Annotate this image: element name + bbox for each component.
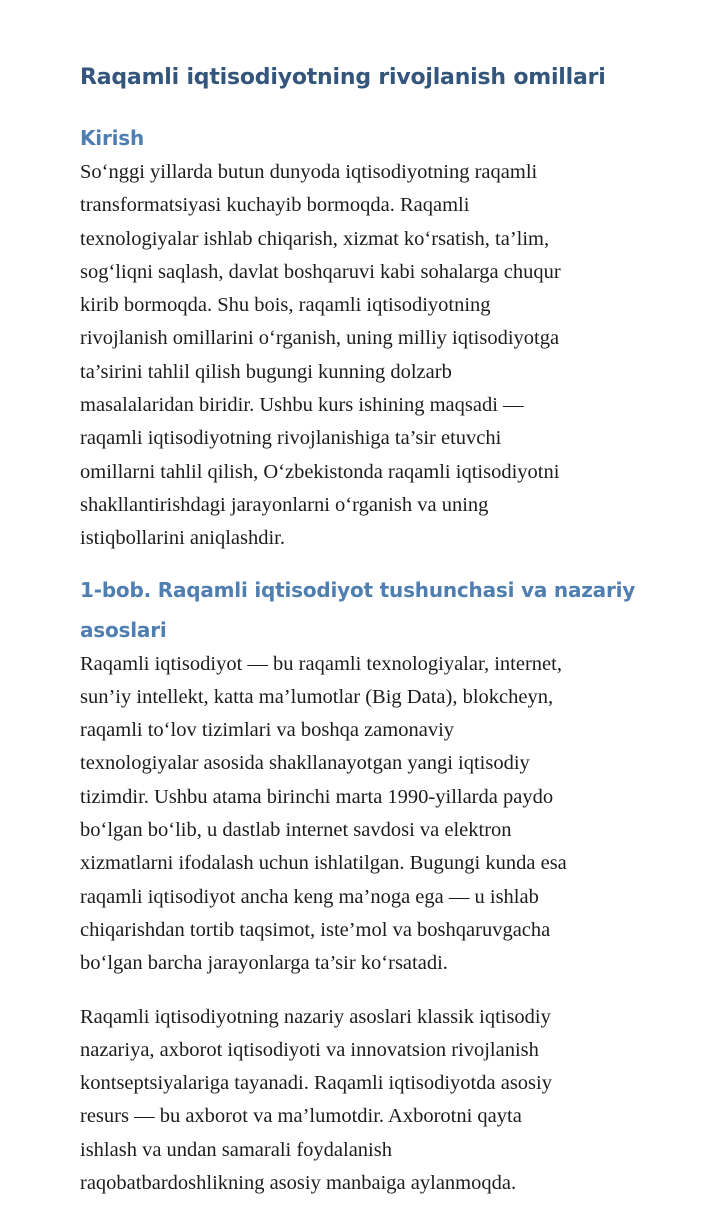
text-line: istiqbollarini aniqlashdir.	[80, 527, 285, 550]
text-line: xizmatlarni ifodalash uchun ishlatilgan. Bugungi kunda esa	[80, 852, 567, 875]
text-line: bo‘lgan barcha jarayonlarga ta’sir ko‘rsatadi.	[80, 952, 448, 975]
text-line: tizimdir. Ushbu atama birinchi marta 1990-yillarda paydo	[80, 785, 554, 808]
text-line: sog‘liqni saqlash, davlat boshqaruvi kabi sohalarga chuqur	[80, 260, 561, 283]
section-heading-chapter-1	[80, 570, 640, 650]
text-line: kontseptsiyalariga tayanadi. Raqamli iqtisodiyotda asosiy	[80, 1072, 552, 1095]
heading-line: 1-bob. Raqamli iqtisodiyot tushunchasi va nazariy	[80, 577, 636, 602]
text-line: So‘nggi yillarda butun dunyoda iqtisodiyotning raqamli	[80, 161, 538, 183]
text-line: omillarni tahlil qilish, O‘zbekistonda raqamli iqtisodiyotni	[80, 460, 560, 483]
text-line: raqamli iqtisodiyotning rivojlanishiga ta’sir etuvchi	[80, 427, 502, 450]
heading-line: Kirish	[80, 126, 145, 150]
heading-line: asoslari	[80, 617, 167, 642]
text-line: shakllantirishdagi jarayonlarni o‘rganish va uning	[80, 493, 489, 516]
text-line: nazariya, axborot iqtisodiyoti va innovatsion rivojlanish	[80, 1038, 539, 1061]
text-line: sun’iy intellekt, katta ma’lumotlar (Big Data), blokcheyn,	[80, 685, 554, 708]
text-line: ishlash va undan samarali foydalanish	[80, 1138, 392, 1161]
text-line: chiqarishdan tortib taqsimot, iste’mol va boshqaruvgacha	[80, 918, 551, 941]
document-body	[80, 58, 640, 1200]
text-line: Raqamli iqtisodiyotning nazariy asoslari klassik iqtisodiy	[80, 1005, 551, 1028]
text-line: ta’sirini tahlil qilish bugungi kunning dolzarb	[80, 360, 452, 383]
text-line: masalalaridan biridir. Ushbu kurs ishining maqsadi —	[80, 394, 524, 417]
text-line: texnologiyalar asosida shakllanayotgan yangi iqtisodiy	[80, 752, 530, 775]
paragraph-intro	[80, 156, 640, 556]
text-line: bo‘lgan bo‘lib, u dastlab internet savdosi va elektron	[80, 819, 512, 842]
text-line: resurs — bu axborot va ma’lumotdir. Axborotni qayta	[80, 1105, 522, 1128]
text-line: Raqamli iqtisodiyot — bu raqamli texnologiyalar, internet,	[80, 652, 562, 675]
text-line: kirib bormoqda. Shu bois, raqamli iqtisodiyotning	[80, 294, 491, 317]
text-line: texnologiyalar ishlab chiqarish, xizmat ko‘rsatish, ta’lim,	[80, 227, 550, 250]
paragraph-definition	[80, 648, 640, 981]
document-title: Raqamli iqtisodiyotning rivojlanish omillari	[80, 65, 606, 90]
section-heading-kirish	[80, 118, 640, 158]
text-line: raqamli to‘lov tizimlari va boshqa zamonaviy	[80, 719, 455, 742]
text-line: raqamli iqtisodiyot ancha keng ma’noga ega — u ishlab	[80, 885, 539, 908]
paragraph-theory	[80, 1001, 640, 1201]
text-line: rivojlanish omillarini o‘rganish, uning milliy iqtisodiyotga	[80, 327, 560, 350]
text-line: transformatsiyasi kuchayib bormoqda. Raqamli	[80, 194, 470, 217]
text-line: raqobatbardoshlikning asosiy manbaiga aylanmoqda.	[80, 1172, 517, 1195]
